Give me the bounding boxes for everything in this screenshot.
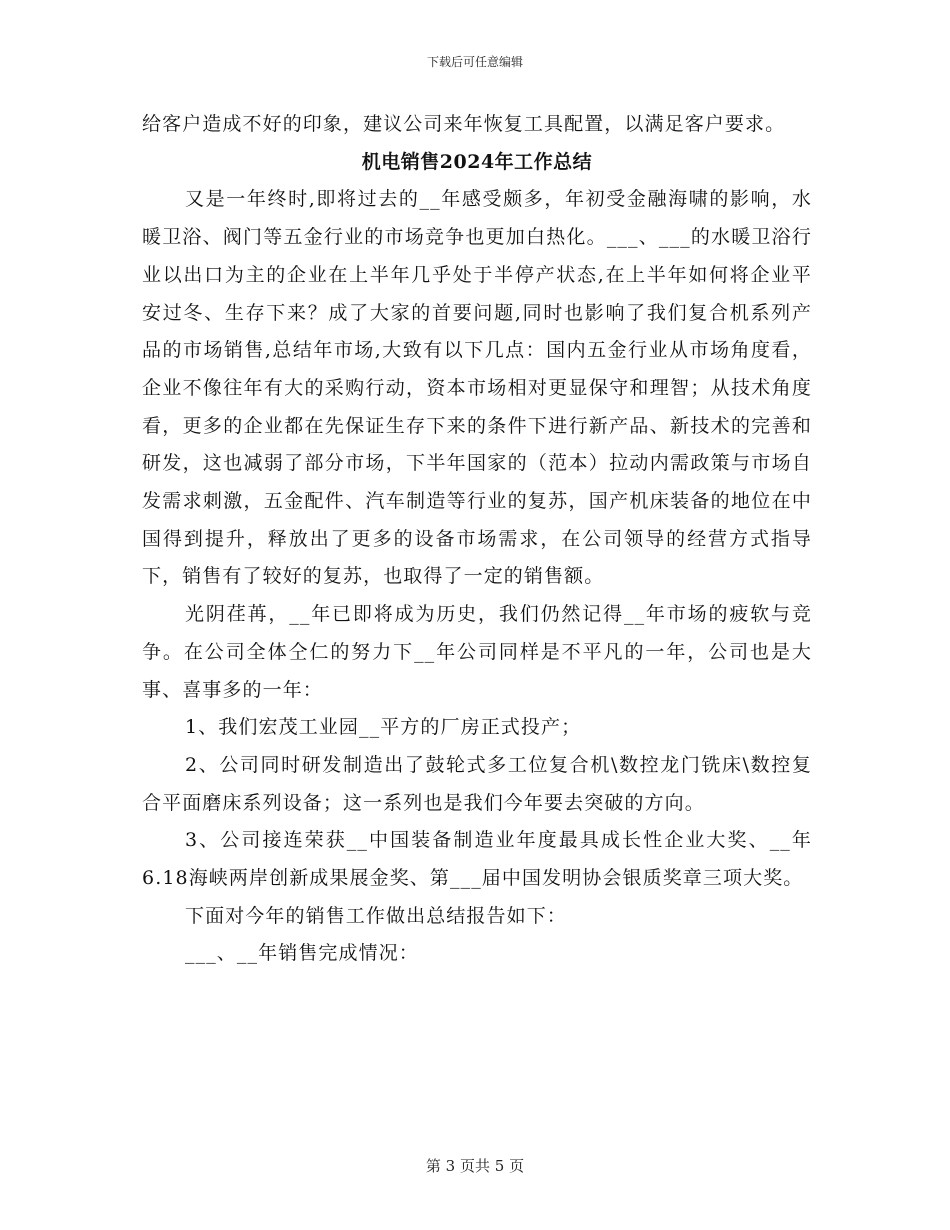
paragraph-intro: 又是一年终时,即将过去的__年感受颇多，年初受金融海啸的影响，水暖卫浴、阀门等五金行业的市场竞争也更加白热化。___、___的水暖卫浴行业以出口为主的企业在上半年几乎处于半停产状态,在上半年如何将企业平安过冬、生存下来？成了大家的首要问题,同时也影响了我们复合机系列产品的市场销售,总结年市场,大致有以下几点：国内五金行业从市场角度看，企业不像往年有大的采购行动，资本市场相对更显保守和理智；从技术角度看，更多的企业都在先保证生存下来的条件下进行新产品、新技术的完善和研发，这也减弱了部分市场，下半年国家的（范本）拉动内需政策与市场自发需求刺激，五金配件、汽车制造等行业的复苏，国产机床装备的地位在中国得到提升，释放出了更多的设备市场需求，在公司领导的经营方式指导下，销售有了较好的复苏，也取得了一定的销售额。 — [142, 188, 812, 588]
paragraph-summary-intro: 下面对今年的销售工作做出总结报告如下： — [185, 904, 567, 927]
document-title: 机电销售2024年工作总结 — [361, 150, 593, 173]
list-item-3: 3、公司接连荣获__中国装备制造业年度最具成长性企业大奖、__年6.18海峡两岸创新成果展金奖、第___届中国发明协会银质奖章三项大奖。 — [142, 829, 812, 890]
page-number: 第 3 页共 5 页 — [425, 1157, 525, 1175]
document-body — [142, 106, 812, 973]
paragraph-review: 光阴荏苒，__年已即将成为历史，我们仍然记得__年市场的疲软与竞争。在公司全体仝仁的努力下__年公司同样是不平凡的一年，公司也是大事、喜事多的一年： — [142, 603, 812, 701]
section-heading: ___、__年销售完成情况： — [185, 942, 419, 965]
list-item-1: 1、我们宏茂工业园__平方的厂房正式投产； — [185, 716, 582, 739]
list-item-2: 2、公司同时研发制造出了鼓轮式多工位复合机\数控龙门铣床\数控复合平面磨床系列设备；这一系列也是我们今年要去突破的方向。 — [142, 753, 812, 814]
lead-paragraph: 给客户造成不好的印象，建议公司来年恢复工具配置，以满足客户要求。 — [142, 113, 786, 135]
page-header: 下载后可任意编辑 — [426, 55, 523, 69]
